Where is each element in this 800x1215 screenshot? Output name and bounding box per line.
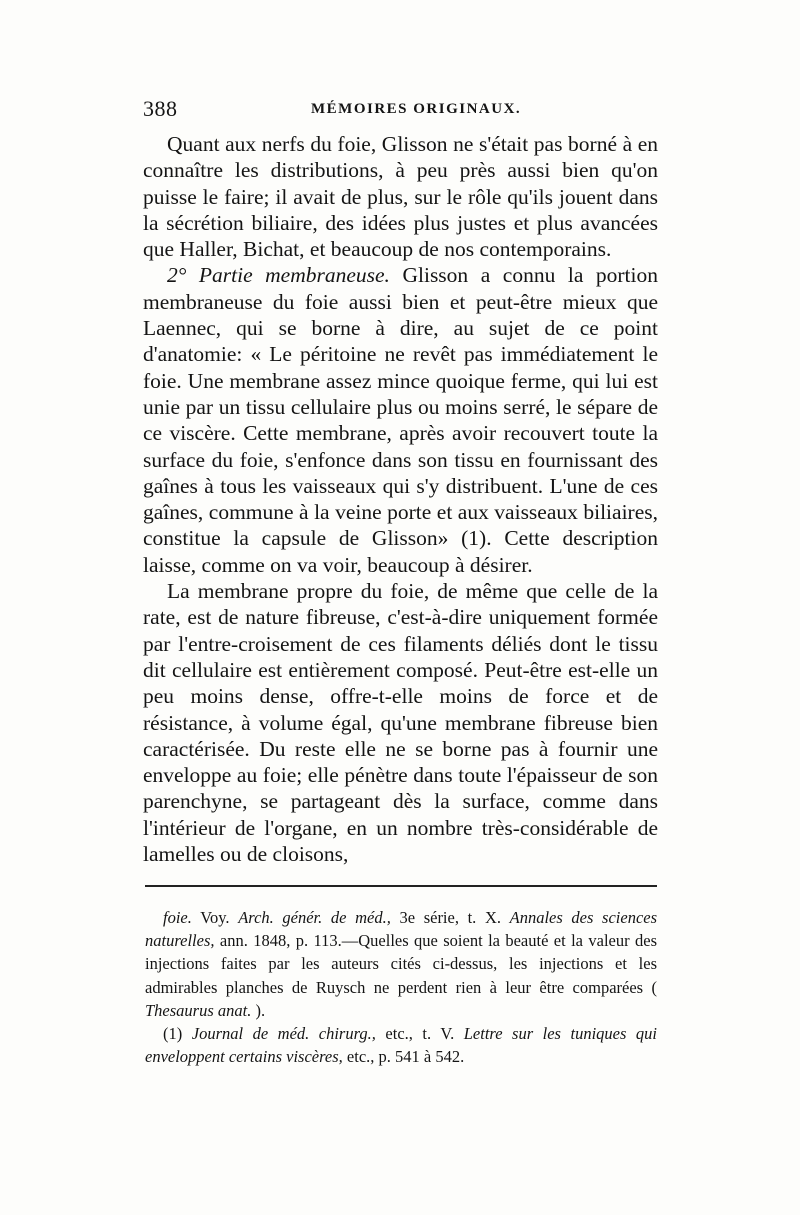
footnote-citation: Journal de méd. chirurg., [191, 1024, 376, 1044]
paragraph-membraneuse [143, 262, 658, 578]
footnote-continued [145, 906, 657, 1022]
paragraph-nerfs [143, 131, 658, 262]
paragraph-membrane-propre [143, 578, 658, 867]
footnote-1 [145, 1022, 657, 1068]
section-heading: 2° Partie membraneuse. [167, 263, 390, 288]
footnotes [145, 906, 657, 1068]
footnote-text: etc., t. V. [375, 1024, 464, 1044]
footnote-word: foie. [163, 908, 192, 927]
footnote-citation: Annales des sciences naturelles, [145, 908, 658, 951]
footnote-text: ). [251, 1000, 266, 1020]
footnote-text: Voy. [191, 908, 239, 927]
footnote-text: 3e série, t. X. [390, 908, 510, 927]
footnote-citation: Arch. génér. de méd., [238, 908, 391, 927]
footnote-text: ann. 1848, p. 113.—Quelles que soient la beauté et la valeur des injections faites par les auteurs cités ci-dessus, les injections et les admirables planches de Ruysch ne perdent rien à leur être comparées ( [145, 931, 657, 997]
running-title: MÉMOIRES ORIGINAUX. [311, 101, 522, 117]
footnote-marker: (1) [163, 1024, 192, 1044]
footnote-text: etc., p. 541 à 542. [342, 1047, 465, 1067]
footnote-divider [145, 885, 657, 887]
paragraph-nerfs-text: Quant aux nerfs du foie, Glisson ne s'était pas borné à en connaître les distributions, à peu près aussi bien qu'on puisse le faire; il avait de plus, sur le rôle qu'ils jouent dans la sécrétion biliaire, des idées plus justes et plus avancées que Haller, Bichat, et beaucoup de nos contemporains. [143, 132, 658, 262]
footnote-citation: Thesaurus anat. [145, 1000, 252, 1020]
main-text [143, 131, 658, 867]
paragraph-membrane-propre-text: La membrane propre du foie, de même que celle de la rate, est de nature fibreuse, c'est-à-dire uniquement formée par l'entre-croisement de ces filaments déliés dont le tissu dit cellulaire est entièrement composé. Peut-être est-elle un peu moins dense, offre-t-elle moins de force et de résistance, à volume égal, qu'une membrane fibreuse bien caractérisée. Du reste elle ne se borne pas à fournir une enveloppe au foie; elle pénètre dans toute l'épaisseur de son parenchyne, se partageant dès la surface, comme dans l'intérieur de l'organe, en un nombre très-considérable de lamelles ou de cloisons, [143, 579, 658, 867]
footnote-citation: Lettre sur les tuniques qui enveloppent certains viscères, [145, 1024, 657, 1067]
paragraph-membraneuse-text: Glisson a connu la portion membraneuse du foie aussi bien et peut-être mieux que Laennec, qui se borne à dire, au sujet de ce point d'anatomie: « Le péritoine ne revêt pas immédiatement le foie. Une membrane assez mince quoique ferme, qui lui est unie par un tissu cellulaire plus ou moins serré, le sépare de ce viscère. Cette membrane, après avoir recouvert toute la surface du foie, s'enfonce dans son tissu en fournissant des gaînes à tous les vaisseaux qui s'y distribuent. L'une de ces gaînes, commune à la veine porte et aux vaisseaux biliaires, constitue la capsule de Glisson» (1). Cette description laisse, comme on va voir, beaucoup à désirer. [143, 263, 658, 577]
page-number: 388 [143, 96, 178, 121]
page-header [143, 96, 663, 126]
